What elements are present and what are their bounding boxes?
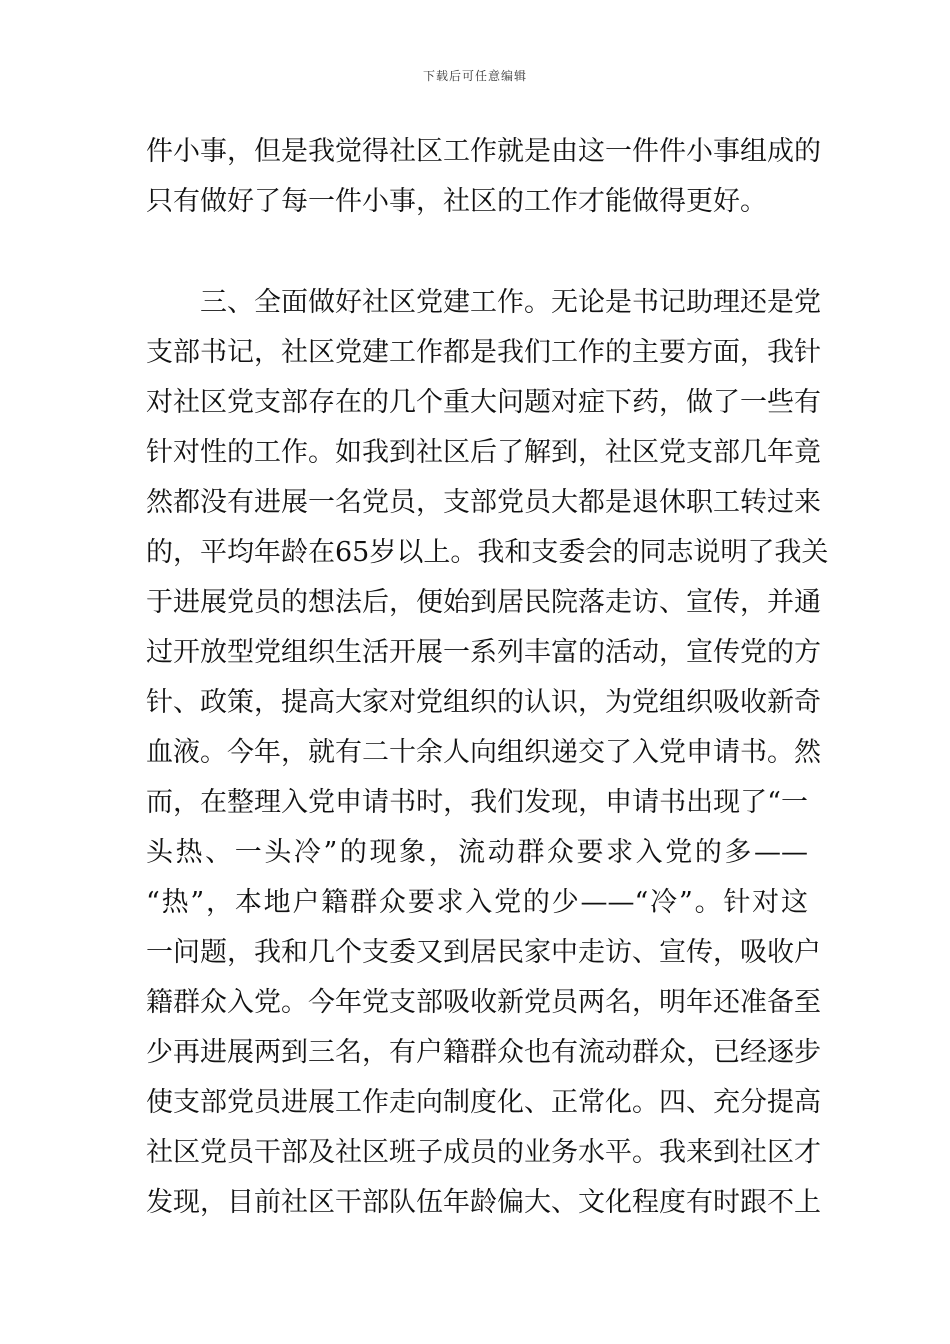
body-line: 少再进展两到三名，有户籍群众也有流动群众，已经逐步: [146, 1037, 821, 1068]
body-line: 使支部党员进展工作走向制度化、正常化。四、充分提高: [146, 1087, 821, 1118]
body-line: 支部书记，社区党建工作都是我们工作的主要方面，我针: [146, 337, 821, 368]
body-line: 只有做好了每一件小事，社区的工作才能做得更好。: [146, 186, 767, 217]
body-line: 针、政策，提高大家对党组织的认识，为党组织吸收新奇: [146, 687, 821, 718]
body-line: 对社区党支部存在的几个重大问题对症下药，做了一些有: [146, 387, 821, 418]
body-line: 的，平均年龄在65岁以上。我和支委会的同志说明了我关: [146, 537, 829, 568]
body-line: 头热、一头冷”的现象，流动群众要求入党的多——: [146, 837, 808, 868]
body-line: 针对性的工作。如我到社区后了解到，社区党支部几年竟: [146, 437, 821, 468]
body-line: 而，在整理入党申请书时，我们发现，申请书出现了“一: [146, 787, 808, 818]
body-line: 籍群众入党。今年党支部吸收新党员两名，明年还准备至: [146, 987, 821, 1018]
body-line: “热”，本地户籍群众要求入党的少——“冷”。针对这: [146, 887, 808, 918]
body-line: 于进展党员的想法后，便始到居民院落走访、宣传，并通: [146, 587, 821, 618]
body-line: 社区党员干部及社区班子成员的业务水平。我来到社区才: [146, 1137, 821, 1168]
body-line: 三、全面做好社区党建工作。无论是书记助理还是党: [200, 287, 821, 318]
body-line: 一问题，我和几个支委又到居民家中走访、宣传，吸收户: [146, 937, 821, 968]
body-line: 件小事，但是我觉得社区工作就是由这一件件小事组成的: [146, 136, 821, 167]
body-line: 过开放型党组织生活开展一系列丰富的活动，宣传党的方: [146, 637, 821, 668]
body-line: 血液。今年，就有二十余人向组织递交了入党申请书。然: [146, 737, 821, 768]
header-note: 下载后可任意编辑: [422, 69, 527, 83]
body-line: 发现，目前社区干部队伍年龄偏大、文化程度有时跟不上: [146, 1187, 821, 1218]
body-line: 然都没有进展一名党员，支部党员大都是退休职工转过来: [146, 487, 821, 518]
